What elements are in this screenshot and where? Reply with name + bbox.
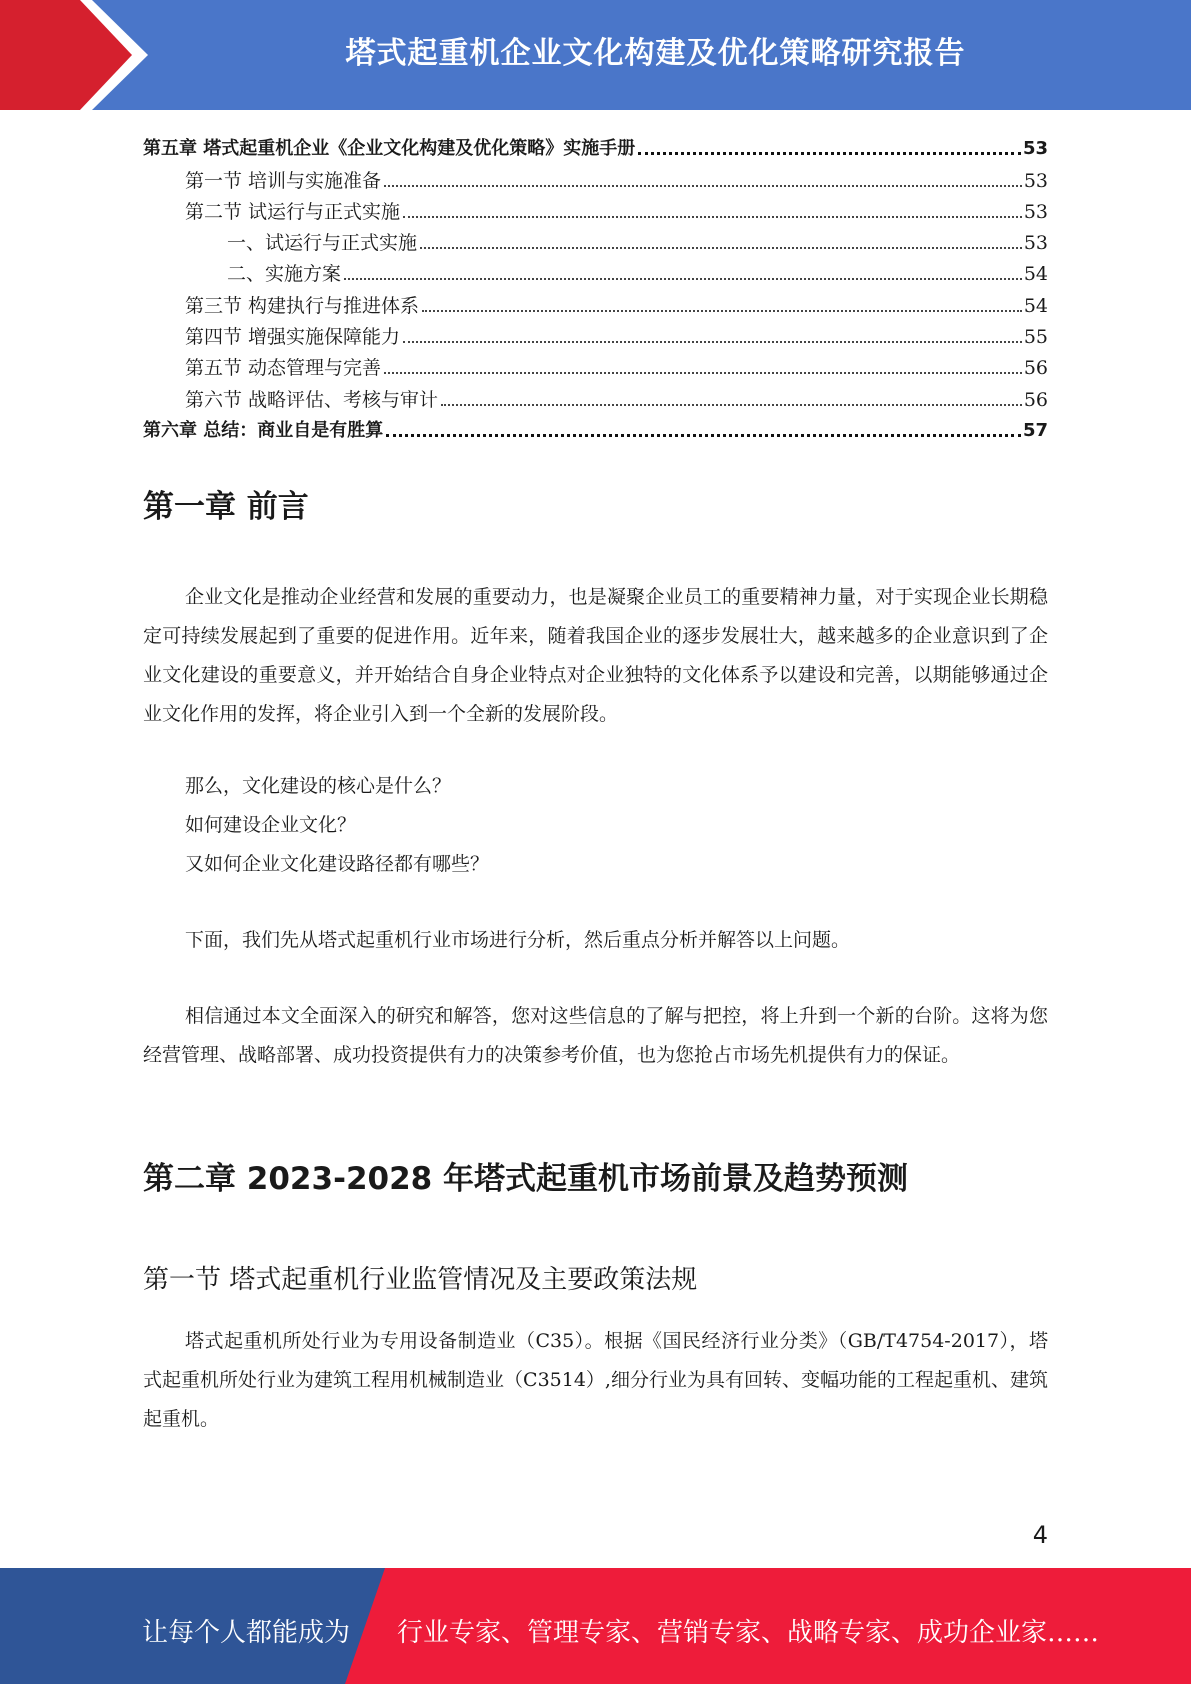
toc-item-page: 57: [1022, 419, 1048, 441]
footer-band: [0, 1568, 1191, 1684]
toc-item[interactable]: [143, 130, 1048, 161]
toc-item-title: 第三节 构建执行与推进体系: [185, 294, 420, 317]
chapter1-question: 如何建设企业文化？: [185, 814, 357, 836]
toc-leader-dots: [420, 247, 1022, 249]
section-paragraph: 塔式起重机所处行业为专用设备制造业（C35）。根据《国民经济行业分类》（GB/T4754-2017），塔式起重机所处行业为建筑工程用机械制造业（C3514）,细分行业为具有回转、变幅功能的工程起重机、建筑起重机。: [143, 1330, 1048, 1430]
toc-item-page: 56: [1023, 388, 1048, 411]
toc-leader-dots: [344, 278, 1022, 280]
footer-slogan-right: 行业专家、管理专家、营销专家、战略专家、成功企业家……: [397, 1618, 1100, 1648]
toc-item-page: 54: [1023, 263, 1048, 286]
page-number: 4: [1032, 1521, 1048, 1549]
chapter1-paragraph: 相信通过本文全面深入的研究和解答，您对这些信息的了解与把控，将上升到一个新的台阶。这将为您经营管理、战略部署、成功投资提供有力的决策参考价值，也为您抢占市场先机提供有力的保证。: [143, 1005, 1048, 1066]
chapter1-paragraph: 企业文化是推动企业经营和发展的重要动力，也是凝聚企业员工的重要精神力量，对于实现企业长期稳定可持续发展起到了重要的促进作用。近年来，随着我国企业的逐步发展壮大，越来越多的企业意识到了企业文化建设的重要意义，并开始结合自身企业特点对企业独特的文化体系予以建设和完善，以期能够通过企业文化作用的发挥，将企业引入到一个全新的发展阶段。: [143, 586, 1048, 725]
toc-leader-dots: [403, 341, 1022, 343]
toc-item-title: 第五章 塔式起重机企业《企业文化构建及优化策略》实施手册: [143, 138, 636, 160]
toc-item[interactable]: [143, 255, 1048, 286]
chapter1-question: 又如何企业文化建设路径都有哪些？: [185, 853, 490, 875]
toc-leader-dots: [386, 434, 1021, 437]
chapter1-question: 那么，文化建设的核心是什么？: [185, 775, 452, 797]
footer-slogan-left: 让每个人都能成为: [142, 1618, 351, 1648]
toc-item[interactable]: [143, 380, 1048, 411]
toc-item-page: 53: [1022, 138, 1048, 160]
toc-item-title: 第六章 总结：商业自是有胜算: [143, 419, 384, 441]
toc-item[interactable]: [143, 349, 1048, 380]
toc-item-title: 一、试运行与正式实施: [227, 232, 418, 255]
toc-item-page: 53: [1023, 169, 1048, 192]
section-heading: 第一节 塔式起重机行业监管情况及主要政策法规: [143, 1265, 698, 1295]
table-of-contents: [143, 130, 1048, 443]
toc-item-page: 53: [1023, 232, 1048, 255]
header-title: 塔式起重机企业文化构建及优化策略研究报告: [345, 36, 966, 71]
toc-leader-dots: [384, 185, 1022, 187]
toc-item-title: 第五节 动态管理与完善: [185, 357, 382, 380]
toc-item[interactable]: [143, 318, 1048, 349]
toc-item[interactable]: [143, 193, 1048, 224]
toc-item[interactable]: [143, 161, 1048, 192]
chapter2-heading: 第二章 2023-2028 年塔式起重机市场前景及趋势预测: [143, 1161, 909, 1197]
toc-leader-dots: [638, 152, 1021, 155]
header-band: [0, 0, 1191, 110]
toc-item-title: 第二节 试运行与正式实施: [185, 200, 401, 223]
toc-item[interactable]: [143, 286, 1048, 317]
toc-item-title: 第一节 培训与实施准备: [185, 169, 382, 192]
chapter1-heading: 第一章 前言: [143, 489, 309, 525]
toc-item-page: 54: [1023, 294, 1048, 317]
toc-item[interactable]: [143, 224, 1048, 255]
toc-item[interactable]: [143, 412, 1048, 443]
toc-leader-dots: [441, 404, 1022, 406]
chapter1-paragraph: 下面，我们先从塔式起重机行业市场进行分析，然后重点分析并解答以上问题。: [185, 929, 851, 951]
toc-item-page: 55: [1023, 326, 1048, 349]
toc-leader-dots: [403, 216, 1022, 218]
toc-leader-dots: [384, 372, 1022, 374]
toc-leader-dots: [422, 310, 1022, 312]
toc-item-title: 第六节 战略评估、考核与审计: [185, 388, 439, 411]
toc-item-title: 第四节 增强实施保障能力: [185, 326, 401, 349]
toc-item-page: 56: [1023, 357, 1048, 380]
toc-item-title: 二、实施方案: [227, 263, 342, 286]
toc-item-page: 53: [1023, 200, 1048, 223]
